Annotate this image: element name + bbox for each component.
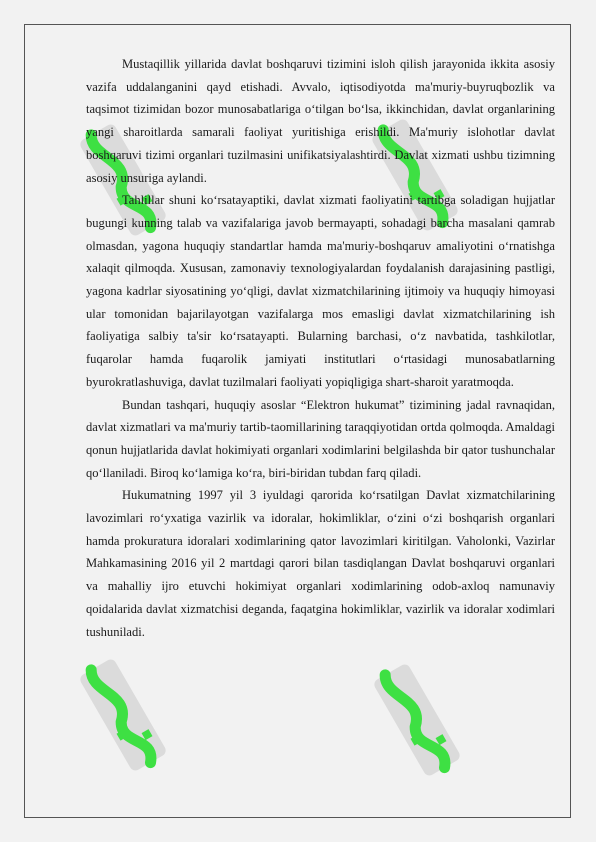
document-logo-watermark-icon (78, 640, 168, 790)
document-body (86, 53, 555, 643)
document-logo-watermark-icon (372, 645, 462, 795)
paragraph-3: Bundan tashqari, huquqiy asoslar “Elektron hukumat” tizimining jadal ravnaqidan, davlat xizmatlari va ma'muriy tartib-taomillarining taraqqiyotidan ortda qolmoqda. Amaldagi qonun hujjatlarida davlat hokimiyati organlari xodimlarini belgilashda bir qator tushunchalar qo‘llaniladi. Biroq ko‘lamiga ko‘ra, biri-biridan tubdan farq qiladi. (86, 397, 555, 480)
paragraph-1: Mustaqillik yillarida davlat boshqaruvi tizimini isloh qilish jarayonida ikkita asosiy vazifa uddalanganini qayd etishadi. Avvalo, iqtisodiyotda ma'muriy-buyruqbozlik va taqsimot tizimidan bozor munosabatlariga o‘tilgan bo‘lsa, ikkinchidan, davlat organlarining yangi sharoitlarda samarali faoliyat yuritishiga erishildi. Ma'muriy islohotlar davlat boshqaruvi tizimi organlari tuzilmasini unifikatsiyalashtirdi. Davlat xizmati ushbu tizimning asosiy unsuriga aylandi. (86, 57, 555, 185)
paragraph-2: Tahlillar shuni ko‘rsatayaptiki, davlat xizmati faoliyatini tartibga soladigan hujjatlar bugungi kunning talab va vazifalariga javob bermayapti, sohadagi barcha masalani qamrab olmasdan, yagona huquqiy standartlar hamda ma'muriy-boshqaruv amaliyotini o‘rnatishga xalaqit qilmoqda. Xususan, zamonaviy texnologiyalardan foydalanish darajasining pastligi, yagona kadrlar siyosatining yo‘qligi, davlat xizmatchilarining ijtimoiy va huquqiy himoyasi ular tomonidan bajarilayotgan vazifalarga mos emasligi davlat xizmatchilarining ish faoliyatiga salbiy ta'sir ko‘rsatayapti. Bularning barchasi, o‘z navbatida, tashkilotlar, fuqarolar hamda fuqarolik jamiyati institutlari o‘rtasidagi munosabatlarning byurokratlashuviga, davlat tuzilmalari faoliyati yopiqligiga shart-sharoit yaratmoqda. (86, 193, 555, 389)
paragraph-4: Hukumatning 1997 yil 3 iyuldagi qarorida ko‘rsatilgan Davlat xizmatchilarining lavozimlari ro‘yxatiga vazirlik va idoralar, hokimliklar, o‘zini o‘zi boshqarish organlari hamda prokuratura idoralari xodimlarining qator lavozimlari kiritilgan. Vaholonki, Vazirlar Mahkamasining 2016 yil 2 martdagi qarori bilan tasdiqlangan Davlat boshqaruvi organlari va mahalliy ijro etuvchi hokimiyat organlari xodimlarining odob-axloq namunaviy qoidalarida davlat xizmatchisi deganda, faqatgina hokimliklar, vazirlik va idoralar xodimlari tushuniladi. (86, 488, 555, 639)
